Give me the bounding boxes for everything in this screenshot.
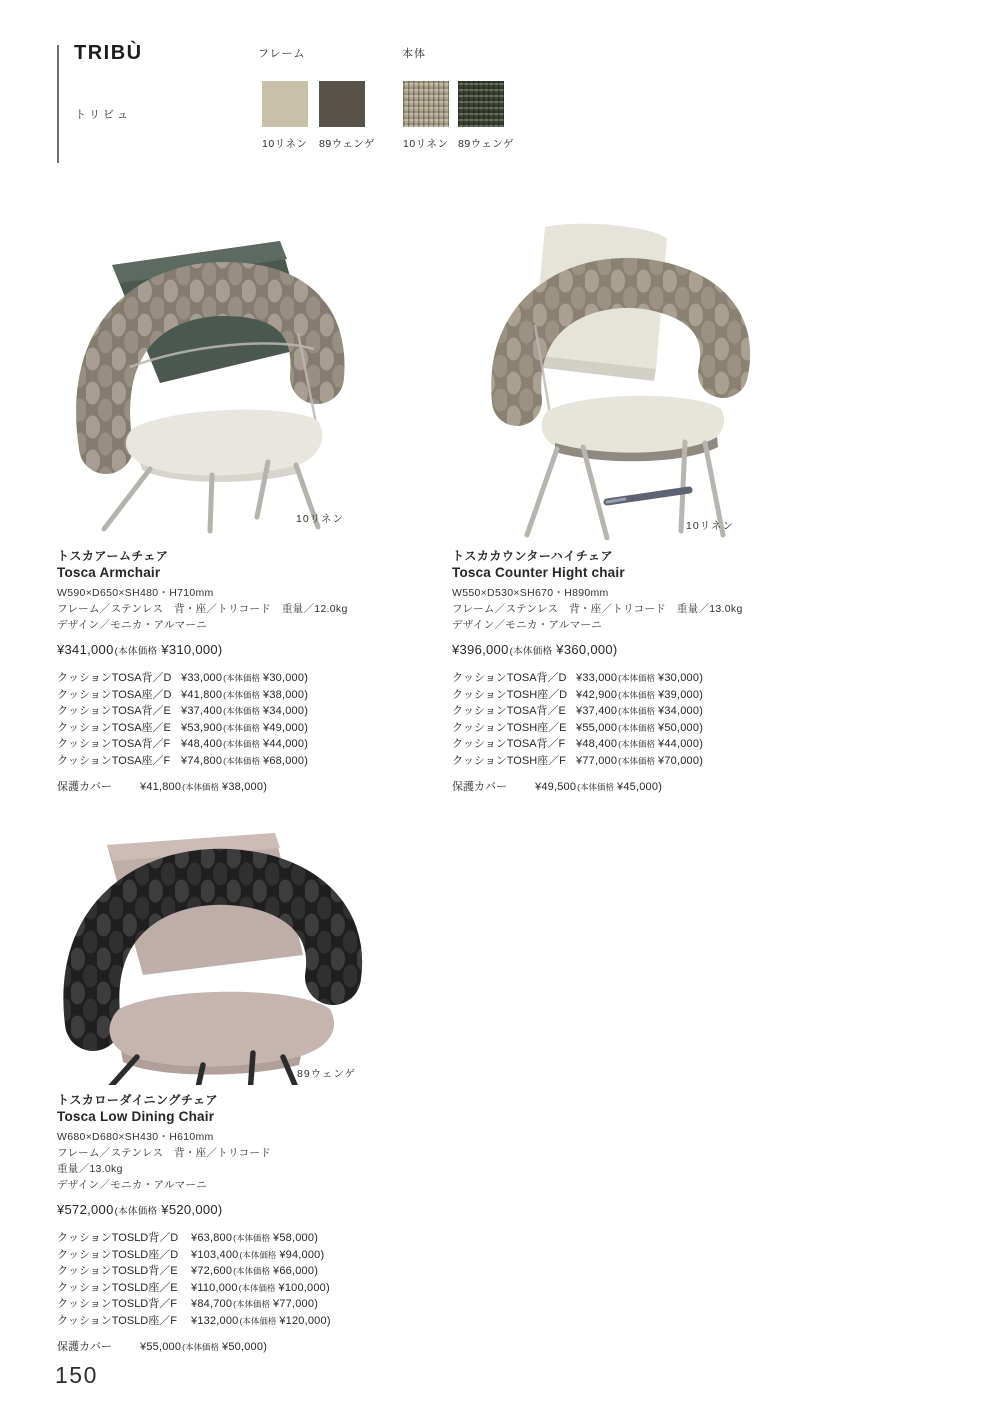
- product-spec: フレーム／ステンレス 背・座／トリコード 重量／13.0kg: [452, 603, 743, 615]
- product-name-ja: トスカカウンターハイチェア: [452, 549, 613, 563]
- cushion-price-row: [57, 670, 387, 687]
- photo-caption: 10リネン: [296, 513, 344, 525]
- cushion-label: クッションTOSA座／E: [57, 721, 171, 734]
- close-paren: ): [699, 672, 703, 684]
- cushion-label: クッションTOSH座／E: [452, 721, 567, 734]
- base-price-label: (本体価格: [233, 1299, 271, 1309]
- cushion-price-row: [452, 736, 782, 753]
- cushion-label: クッションTOSA背／E: [57, 705, 171, 717]
- swatch-color-box: [319, 81, 365, 127]
- product-spec: 重量／13.0kg: [57, 1163, 123, 1175]
- cushion-price-row: [57, 1263, 387, 1280]
- brand-kana: トリビュ: [75, 109, 131, 121]
- cushion-base-price: ¥30,000: [263, 672, 305, 684]
- cushion-base-price: ¥68,000: [263, 754, 305, 767]
- product-spec-list: [452, 601, 782, 617]
- cushion-base-price: ¥70,000: [658, 754, 700, 767]
- photo-caption: 89ウェンゲ: [297, 1068, 357, 1080]
- chair-illustration-armchair: [60, 215, 360, 535]
- cushion-price: ¥77,000: [576, 754, 618, 767]
- cushion-label: クッションTOSA座／F: [57, 754, 171, 767]
- cover-label: 保護カバー: [452, 781, 507, 793]
- cushion-price-row: [57, 1296, 387, 1313]
- cushion-price-list: [452, 670, 782, 769]
- base-price-label: (本体価格: [182, 782, 220, 792]
- cushion-base-price: ¥49,000: [263, 721, 305, 734]
- cushion-label: クッションTOSLD背／F: [57, 1298, 177, 1310]
- close-paren: ): [314, 1265, 318, 1277]
- base-price-label: (本体価格: [618, 689, 656, 700]
- cushion-label: クッションTOSA背／F: [57, 738, 171, 750]
- cushion-price: ¥48,400: [576, 738, 618, 750]
- base-price-label: (本体価格: [509, 646, 553, 657]
- product-dimensions: W680×D680×SH430・H610mm: [57, 1131, 214, 1143]
- swatch-color-box: [403, 81, 449, 127]
- close-paren: ): [658, 781, 662, 793]
- cushion-base-price: ¥100,000: [278, 1281, 326, 1294]
- cushion-label: クッションTOSH座／D: [452, 688, 568, 701]
- base-price-label: (本体価格: [238, 1282, 276, 1293]
- cushion-price: ¥42,900: [576, 688, 618, 701]
- cover-label: 保護カバー: [57, 781, 112, 793]
- product-photo-low-dining-chair: [45, 815, 370, 1085]
- cushion-price-row: [57, 1230, 387, 1247]
- swatch-group-label-frame: フレーム: [258, 48, 306, 60]
- page-number: 150: [55, 1362, 98, 1388]
- close-paren: ): [263, 1341, 267, 1353]
- close-paren: ): [326, 1314, 331, 1327]
- base-price-label: (本体価格: [223, 689, 261, 700]
- cover-base-price: ¥45,000: [617, 781, 659, 793]
- chair-illustration-counter-chair: [455, 205, 765, 540]
- close-paren: ): [304, 721, 308, 734]
- swatch-frame-linen: [262, 81, 308, 151]
- cushion-base-price: ¥44,000: [263, 738, 305, 750]
- cushion-base-price: ¥39,000: [658, 688, 700, 701]
- product-info-low-dining-chair: [57, 1092, 387, 1354]
- cushion-base-price: ¥94,000: [279, 1248, 321, 1261]
- cushion-price-row: [57, 720, 387, 737]
- product-photo-armchair: [60, 215, 360, 535]
- cushion-label: クッションTOSA座／D: [57, 688, 172, 701]
- close-paren: ): [304, 672, 308, 684]
- cover-price-row: [57, 778, 387, 794]
- swatch-color-box: [458, 81, 504, 127]
- cushion-price-list: [57, 1230, 387, 1329]
- close-paren: ): [326, 1281, 330, 1294]
- cushion-base-price: ¥38,000: [263, 688, 305, 701]
- cushion-price-row: [57, 703, 387, 720]
- product-price-line: [452, 642, 782, 657]
- swatch-group-label-body: 本体: [402, 48, 426, 60]
- base-price-label: (本体価格: [618, 673, 656, 683]
- base-price-label: (本体価格: [223, 706, 261, 716]
- base-price-value: ¥360,000: [556, 642, 613, 657]
- base-price-label: (本体価格: [618, 755, 656, 766]
- price-value: ¥572,000: [57, 1202, 114, 1217]
- base-price-label: (本体価格: [618, 739, 656, 749]
- product-spec: フレーム／ステンレス 背・座／トリコード 重量／12.0kg: [57, 603, 348, 615]
- cushion-label: クッションTOSLD座／E: [57, 1281, 178, 1294]
- base-price-value: ¥310,000: [161, 642, 218, 657]
- product-designer: デザイン／モニカ・アルマーニ: [452, 619, 603, 631]
- base-price-value: ¥520,000: [161, 1202, 218, 1217]
- cushion-base-price: ¥30,000: [658, 672, 700, 684]
- close-paren: ): [320, 1248, 325, 1261]
- cushion-label: クッションTOSLD座／F: [57, 1314, 177, 1327]
- cushion-label: クッションTOSA背／D: [57, 672, 172, 684]
- swatch-color-box: [262, 81, 308, 127]
- cushion-price: ¥132,000: [191, 1314, 239, 1327]
- product-spec-list: [57, 1145, 387, 1177]
- close-paren: ): [304, 705, 308, 717]
- product-designer: デザイン／モニカ・アルマーニ: [57, 1179, 208, 1191]
- cushion-price-row: [57, 687, 387, 704]
- cushion-price-list: [57, 670, 387, 769]
- base-price-label: (本体価格: [577, 782, 615, 792]
- cushion-price: ¥41,800: [181, 688, 223, 701]
- cover-price-row: [57, 1338, 387, 1354]
- cushion-label: クッションTOSLD背／D: [57, 1232, 179, 1244]
- cushion-price-row: [57, 1247, 387, 1264]
- cushion-price-row: [452, 670, 782, 687]
- photo-caption: 10リネン: [686, 520, 734, 532]
- cushion-label: クッションTOSA背／F: [452, 738, 566, 750]
- close-paren: ): [217, 642, 223, 657]
- product-name-ja: トスカローダイニングチェア: [57, 1093, 219, 1107]
- product-dimensions: W550×D530×SH670・H890mm: [452, 587, 609, 599]
- cushion-price: ¥48,400: [181, 738, 223, 750]
- base-price-label: (本体価格: [233, 1266, 271, 1276]
- base-price-label: (本体価格: [223, 722, 261, 733]
- close-paren: ): [699, 754, 703, 767]
- base-price-label: (本体価格: [618, 722, 656, 733]
- product-dimensions: W590×D650×SH480・H710mm: [57, 587, 214, 599]
- cushion-price-row: [452, 703, 782, 720]
- product-info-counter-chair: [452, 548, 782, 794]
- cushion-price: ¥63,800: [191, 1232, 233, 1244]
- swatch-frame-wenge: [319, 81, 376, 151]
- price-value: ¥396,000: [452, 642, 509, 657]
- cushion-price: ¥72,600: [191, 1265, 233, 1277]
- swatch-label: 89ウェンゲ: [458, 138, 515, 150]
- base-price-label: (本体価格: [182, 1342, 220, 1352]
- product-name-en: Tosca Counter Hight chair: [452, 565, 625, 580]
- cushion-base-price: ¥120,000: [279, 1314, 327, 1327]
- cushion-price-row: [57, 753, 387, 770]
- cushion-price-row: [452, 687, 782, 704]
- swatch-label: 89ウェンゲ: [319, 138, 376, 150]
- swatch-label: 10リネン: [262, 138, 308, 150]
- cushion-price: ¥33,000: [181, 672, 223, 684]
- cushion-base-price: ¥66,000: [273, 1265, 315, 1277]
- cushion-base-price: ¥34,000: [658, 705, 700, 717]
- cover-price-row: [452, 778, 782, 794]
- product-photo-counter-chair: [455, 205, 765, 540]
- cushion-price-row: [452, 720, 782, 737]
- cushion-price: ¥53,900: [181, 721, 223, 734]
- product-spec-list: [57, 601, 387, 617]
- cushion-price: ¥37,400: [181, 705, 223, 717]
- cushion-price-row: [57, 1313, 387, 1330]
- cushion-label: クッションTOSA背／E: [452, 705, 566, 717]
- swatch-body-linen: [403, 81, 449, 151]
- cushion-price: ¥84,700: [191, 1298, 233, 1310]
- close-paren: ): [304, 754, 308, 767]
- close-paren: ): [304, 688, 308, 701]
- base-price-label: (本体価格: [618, 706, 656, 716]
- close-paren: ): [314, 1232, 318, 1244]
- brand-rule: [57, 45, 59, 163]
- base-price-label: (本体価格: [223, 673, 261, 683]
- cushion-base-price: ¥50,000: [658, 721, 700, 734]
- cover-label: 保護カバー: [57, 1341, 112, 1353]
- price-value: ¥341,000: [57, 642, 114, 657]
- close-paren: ): [612, 642, 618, 657]
- product-price-line: [57, 1202, 387, 1217]
- cushion-price-row: [57, 736, 387, 753]
- cover-base-price: ¥50,000: [222, 1341, 264, 1353]
- close-paren: ): [699, 705, 703, 717]
- cover-base-price: ¥38,000: [222, 781, 264, 793]
- close-paren: ): [699, 738, 703, 750]
- cushion-price-row: [57, 1280, 387, 1297]
- product-spec: フレーム／ステンレス 背・座／トリコード: [57, 1147, 272, 1159]
- cushion-price: ¥55,000: [576, 721, 618, 734]
- cover-price: ¥55,000: [140, 1341, 182, 1353]
- cushion-label: クッションTOSLD座／D: [57, 1248, 179, 1261]
- close-paren: ): [314, 1298, 318, 1310]
- cover-price: ¥41,800: [140, 781, 182, 793]
- cushion-price: ¥110,000: [191, 1281, 238, 1294]
- product-name-en: Tosca Armchair: [57, 565, 161, 580]
- product-name-ja: トスカアームチェア: [57, 549, 169, 563]
- product-name-en: Tosca Low Dining Chair: [57, 1109, 215, 1124]
- cushion-base-price: ¥44,000: [658, 738, 700, 750]
- brand-title: TRIBÙ: [74, 42, 143, 64]
- base-price-label: (本体価格: [223, 755, 261, 766]
- cover-price: ¥49,500: [535, 781, 577, 793]
- base-price-label: (本体価格: [233, 1233, 271, 1243]
- close-paren: ): [263, 781, 267, 793]
- close-paren: ): [304, 738, 308, 750]
- swatch-body-wenge: [458, 81, 515, 151]
- cushion-price-row: [452, 753, 782, 770]
- cushion-label: クッションTOSA背／D: [452, 672, 567, 684]
- cushion-price: ¥103,400: [191, 1248, 239, 1261]
- product-price-line: [57, 642, 387, 657]
- swatch-label: 10リネン: [403, 138, 449, 150]
- cushion-label: クッションTOSLD背／E: [57, 1265, 178, 1277]
- cushion-price: ¥37,400: [576, 705, 618, 717]
- chair-illustration-low-dining-chair: [45, 815, 370, 1085]
- base-price-label: (本体価格: [114, 646, 158, 657]
- cushion-label: クッションTOSH座／F: [452, 754, 566, 767]
- product-designer: デザイン／モニカ・アルマーニ: [57, 619, 208, 631]
- cushion-price: ¥74,800: [181, 754, 223, 767]
- cushion-base-price: ¥34,000: [263, 705, 305, 717]
- base-price-label: (本体価格: [239, 1249, 277, 1260]
- close-paren: ): [699, 688, 703, 701]
- cushion-base-price: ¥58,000: [273, 1232, 315, 1244]
- cushion-price: ¥33,000: [576, 672, 618, 684]
- base-price-label: (本体価格: [223, 739, 261, 749]
- cushion-base-price: ¥77,000: [273, 1298, 315, 1310]
- product-info-armchair: [57, 548, 387, 794]
- close-paren: ): [217, 1202, 223, 1217]
- base-price-label: (本体価格: [114, 1206, 158, 1217]
- close-paren: ): [699, 721, 703, 734]
- base-price-label: (本体価格: [239, 1315, 277, 1326]
